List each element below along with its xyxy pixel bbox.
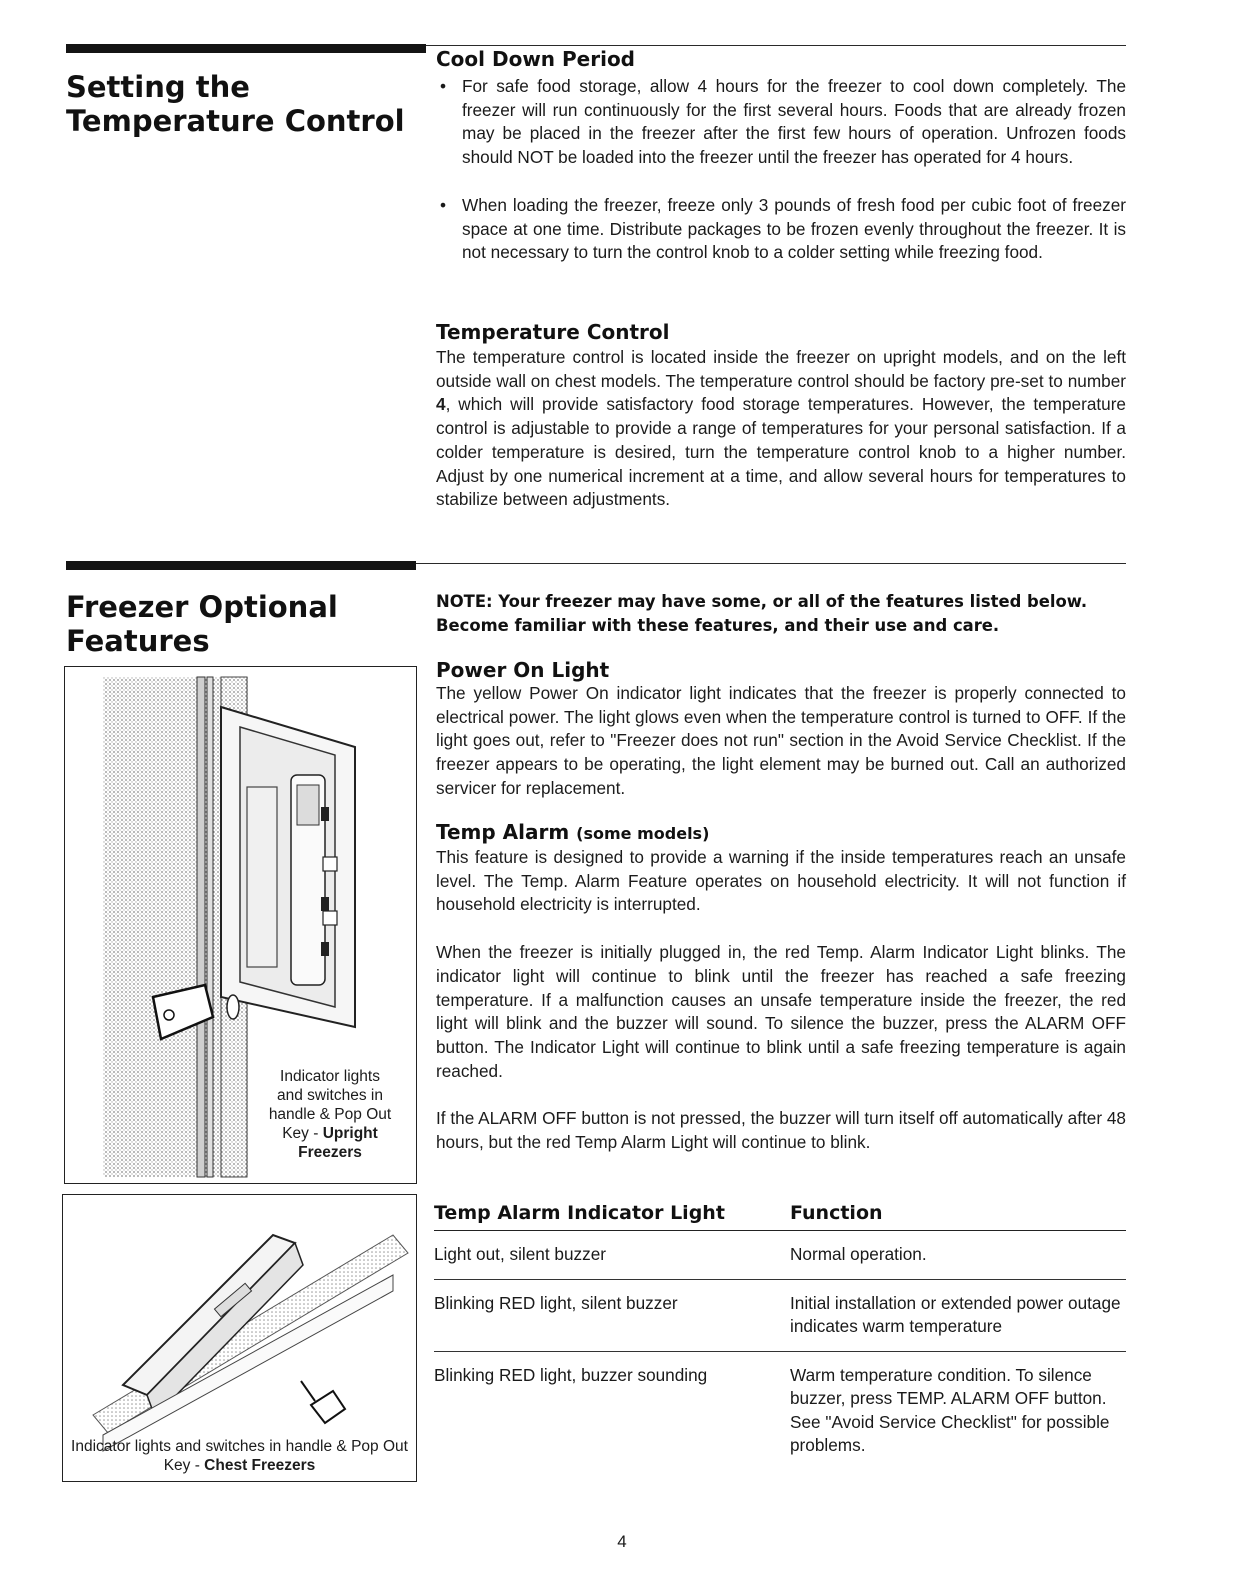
temperature-control-block [436,320,1126,512]
power-on-light-block [436,658,1126,801]
temp-alarm-heading [436,820,1126,846]
caption-text: Key - [282,1125,323,1142]
temperature-control-text [436,346,1126,512]
list-item: • When loading the freezer, freeze only 3 pounds of fresh food per cubic foot of freezer space at one time. Distribute packages to be frozen evenly throughout the freezer. It is not necessary to turn the control knob to a colder setting while freezing food. [462,194,1126,265]
caption-bold: Upright Freezers [298,1125,378,1161]
figure-chest-freezer [62,1194,417,1482]
figure-upright-caption [255,1067,405,1162]
section-rule-top-thin [426,45,1126,46]
preset-number: 4 [436,394,446,415]
temp-alarm-table-wrap [434,1202,1126,1470]
section-rule-features-thin [416,563,1126,564]
list-item: • For safe food storage, allow 4 hours for the freezer to cool down completely. The freezer will run continuously for the first several hours. Foods that are already frozen may be placed in the freezer after the first few hours of operation. Unfrozen foods should NOT be loaded into the freezer until the freezer has operated for 4 hours. [462,75,1126,170]
temp-alarm-paragraph: This feature is designed to provide a warning if the inside temperatures reach an unsafe level. The Temp. Alarm Feature operates on household electricity. It will not function if household electricity is interrupted. [436,847,1126,915]
temp-alarm-table [434,1202,1126,1470]
section-title-optional-features [66,590,416,658]
table-cell: Blinking RED light, buzzer sounding [434,1364,708,1385]
page-number: 4 [617,1532,627,1551]
table-header-row [434,1202,1126,1231]
cool-down-list [436,75,1126,265]
temp-alarm-paragraph: When the freezer is initially plugged in, the red Temp. Alarm Indicator Light blinks. The indicator light will continue to blink until the freezer has reached a safe freezing temperature. If a malfunction causes an unsafe temperature inside the freezer, the red light will blink and the buzzer will sound. To silence the buzzer, press the ALARM OFF button. The Indicator Light will continue to blink until a safe freezing temperature is again reached. [436,942,1126,1081]
caption-line [255,1124,405,1162]
temp-alarm-block [436,820,1126,1155]
caption-line: and switches in [277,1087,383,1104]
title-line: Setting the [66,70,250,104]
caption-line: handle & Pop Out [268,1106,392,1123]
text-span: , which will provide satisfactory food storage temperatures. However, the temperature control is adjustable to provide a range of temperatures for your personal satisfaction. If a colder temperature is desired, turn the temperature control knob to a higher number. Adjust by one numerical increment at a time, and allow several hours for temperatures to stabilize between adjustments. [436,394,1126,510]
section-title-temperature-control [66,70,426,138]
title-line: Temperature Control [66,104,405,138]
table-header: Function [790,1202,1126,1231]
table-cell: Initial installation or extended power outage indicates warm temperature [790,1279,1126,1351]
heading-text: Temp Alarm [436,820,570,844]
table-row [434,1231,1126,1280]
temp-alarm-paragraph: If the ALARM OFF button is not pressed, the buzzer will turn itself off automatically after 48 hours, but the red Temp Alarm Light will continue to blink. [436,1108,1126,1153]
power-on-light-heading: Power On Light [436,658,610,682]
title-line: Freezer Optional [66,590,338,624]
caption-line: Indicator lights [280,1068,380,1085]
power-on-light-text: The yellow Power On indicator light indicates that the freezer is properly connected to electrical power. The light glows even when the temperature control is turned to OFF. If the light goes out, refer to "Freezer does not run" section in the Avoid Service Checklist. If the freezer appears to be operating, the light element may be burned out. Call an authorized servicer for replacement. [436,683,1126,798]
table-cell: Normal operation. [790,1231,1126,1280]
title-line: Features [66,624,210,658]
caption-text: Indicator lights and switches in handle & Pop Out Key - [71,1438,408,1474]
features-note: NOTE: Your freezer may have some, or all of the features listed below. Become familiar with these features, and their use and care. [436,592,1088,635]
section-rule-features [66,561,416,570]
table-header: Temp Alarm Indicator Light [434,1202,790,1231]
table-cell: Light out, silent buzzer [434,1231,790,1280]
figure-chest-caption [65,1437,414,1475]
figure-upright-freezer [64,666,417,1184]
cool-down-block [436,47,1126,289]
text-span: The temperature control is located inside the freezer on upright models, and on the left outside wall on chest models. The temperature control should be factory pre-set to number [436,347,1126,391]
table-row [434,1351,1126,1470]
temperature-control-heading: Temperature Control [436,320,670,344]
heading-suffix: (some models) [576,824,710,843]
table-row [434,1279,1126,1351]
table-cell: Warm temperature condition. To silence buzzer, press TEMP. ALARM OFF button. See "Avoid Service Checklist" for possible problems. [790,1364,1110,1455]
section-rule-top [66,44,426,53]
caption-bold: Chest Freezers [204,1457,316,1474]
cool-down-heading: Cool Down Period [436,47,635,71]
table-cell: Blinking RED light, silent buzzer [434,1279,790,1351]
